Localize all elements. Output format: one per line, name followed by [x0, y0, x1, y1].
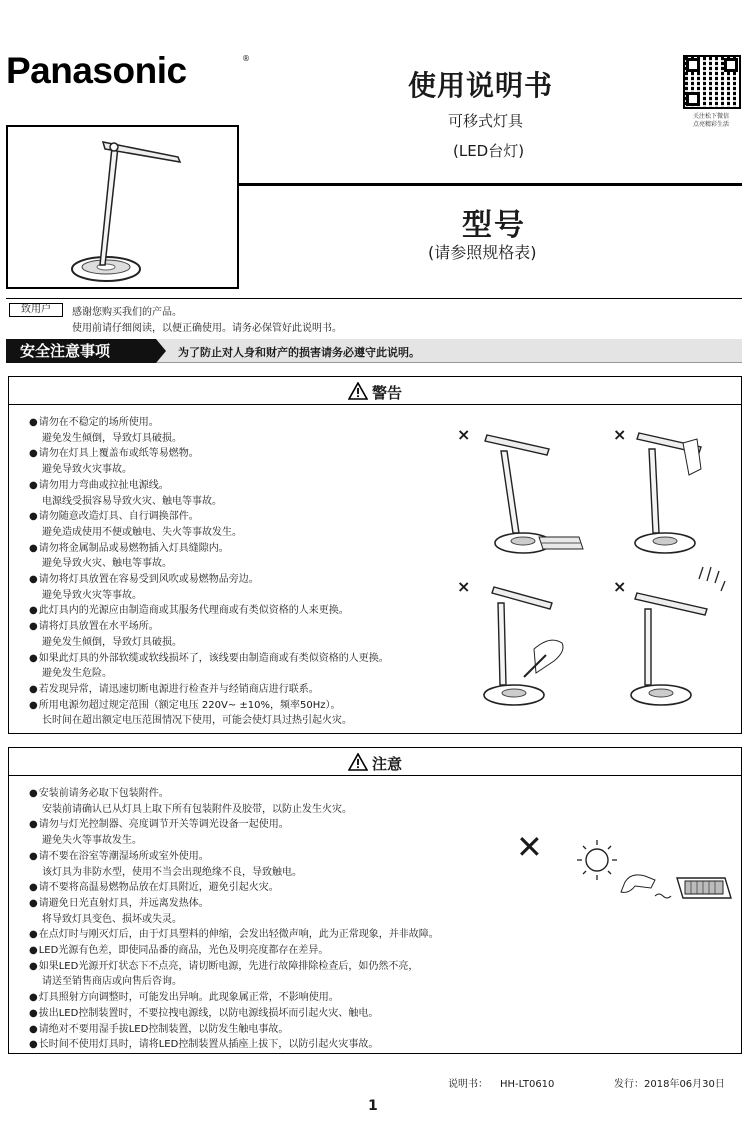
warning-item-detail: 避免发生倾倒，导致灯具破损。 [42, 636, 182, 648]
lamp-covered-icon [625, 425, 735, 560]
warning-item-detail: 避免导致火灾事故。 [42, 464, 132, 476]
warning-item: ● 若发现异常，请迅速切断电源进行检查并与经销商店进行联系。 [29, 682, 389, 698]
warning-item: ● 请将灯具放置在水平场所。 [29, 619, 389, 635]
warning-item: ● 请勿用力弯曲或拉扯电源线。 [29, 478, 389, 494]
caution-item: ● 请不要在浴室等潮湿场所或室外使用。 [29, 849, 439, 865]
caution-item: ● 如果LED光源开灯状态下不点亮，请切断电源，先进行故障排除检查后，如仍然不亮， [29, 959, 439, 975]
warning-list [29, 415, 389, 729]
warning-item: ● 此灯具内的光源应由制造商或其服务代理商或有类似资格的人来更换。 [29, 603, 389, 619]
warning-triangle-icon [348, 382, 368, 400]
warning-header [9, 377, 741, 405]
cross-icon: × [457, 425, 471, 444]
warning-item: ● 如果此灯具的外部软缆或软线损坏了，该线要由制造商或有类似资格的人更换。 [29, 651, 389, 667]
cross-icon: × [457, 577, 471, 596]
warning-item-detail: 避免发生危险。 [42, 668, 112, 680]
warning-section [8, 376, 742, 734]
intro-line: 感谢您购买我们的产品。 [72, 307, 182, 318]
caution-item: ● 灯具照射方向调整时，可能发出异响。此现象属正常，不影响使用。 [29, 990, 439, 1006]
caution-title: 注意 [371, 755, 402, 773]
brand-logo: Panasonic [6, 50, 187, 91]
warning-item: ● 请勿在灯具上覆盖布或纸等易燃物。 [29, 446, 389, 462]
caution-item: ● 请勿与灯光控制器、亮度调节开关等调光设备一起使用。 [29, 817, 439, 833]
registered-mark: ® [242, 54, 250, 63]
product-type: 可移式灯具 [448, 112, 524, 130]
cross-icon: × [613, 577, 627, 596]
warning-item-detail: 电源线受损容易导致火灾、触电等事故。 [42, 495, 222, 507]
caution-list [29, 786, 439, 1053]
caution-item-detail: 该灯具为非防水型，使用不当会出现绝缘不良，导致触电。 [42, 866, 302, 878]
page-number: 1 [368, 1098, 378, 1114]
desk-lamp-icon [8, 127, 237, 287]
warning-item: ● 请勿随意改造灯具、自行调换部件。 [29, 509, 389, 525]
issue-date: 发行：2018年06月30日 [614, 1079, 725, 1090]
caution-item-detail: 请送至销售商店或向售后咨询。 [42, 976, 182, 988]
caution-item-detail: 将导致灯具变色、损坏或失灵。 [42, 913, 182, 925]
caution-item: ● LED光源有色差，即使同品番的商品，光色及明亮度都存在差异。 [29, 943, 439, 959]
qr-code-icon[interactable] [683, 55, 741, 109]
product-subtype: (LED台灯) [453, 142, 525, 160]
warning-item: ● 请勿将金属制品或易燃物插入灯具缝隙内。 [29, 541, 389, 557]
caution-triangle-icon [348, 753, 368, 771]
caution-item: ● 请不要将高温易燃物品放在灯具附近，避免引起火灾。 [29, 880, 439, 896]
sun-and-heater-icon [565, 836, 735, 916]
caution-item: ● 请绝对不要用湿手拔LED控制装置，以防发生触电事故。 [29, 1022, 439, 1038]
cross-icon: ✕ [516, 828, 543, 866]
caution-item: ● 请避免日光直射灯具，并远离发热体。 [29, 896, 439, 912]
safety-text: 为了防止对人身和财产的损害请务必遵守此说明。 [178, 346, 420, 359]
document-code: 说明书： HH-LT0610 [448, 1079, 555, 1090]
document-title: 使用说明书 [408, 69, 554, 102]
warning-item-detail: 长时间在超出额定电压范围情况下使用，可能会使灯具过热引起火灾。 [42, 715, 352, 727]
warning-item: ● 请勿在不稳定的场所使用。 [29, 415, 389, 431]
caution-item-detail: 安装前请确认已从灯具上取下所有包装附件及胶带，以防止发生火灾。 [42, 803, 352, 815]
caution-item: ● 长时间不使用灯具时，请将LED控制装置从插座上拔下，以防引起火灾事故。 [29, 1037, 439, 1053]
caution-header [9, 748, 741, 776]
model-heading: 型号 [462, 208, 526, 243]
divider [6, 298, 742, 299]
qr-caption: 关注松下微信 点亮精彩生活 [692, 113, 729, 128]
warning-item-detail: 避免导致火灾、触电等事故。 [42, 558, 172, 570]
caution-item: ● 在点灯时与刚灭灯后，由于灯具塑料的伸缩，会发出轻微声响，此为正常现象，并非故障。 [29, 927, 439, 943]
product-image-frame [6, 125, 239, 289]
lamp-wind-icon [625, 563, 740, 713]
caution-item: ● 安装前请务必取下包装附件。 [29, 786, 439, 802]
intro-line: 使用前请仔细阅读，以便正确使用。请务必保管好此说明书。 [72, 323, 342, 334]
caution-item: ● 拔出LED控制装置时，不要拉拽电源线，以防电源线损坏而引起火灾、触电。 [29, 1006, 439, 1022]
model-note: (请参照规格表) [428, 243, 537, 262]
caution-section [8, 747, 742, 1054]
safety-label: 安全注意事项 [6, 339, 156, 363]
caution-item-detail: 避免失火等事故发生。 [42, 835, 142, 847]
warning-item-detail: 避免导致火灾等事故。 [42, 589, 142, 601]
warning-item: ● 请勿将灯具放置在容易受到风吹或易燃物品旁边。 [29, 572, 389, 588]
warning-title: 警告 [371, 384, 402, 402]
warning-item: ● 所用电源勿超过规定范围（额定电压 220V~ ±10%，频率50Hz）。 [29, 698, 389, 714]
arrow-icon [156, 339, 166, 363]
lamp-insert-object-icon [474, 577, 594, 712]
lamp-on-stack-icon [479, 425, 589, 560]
header-rule [239, 183, 742, 186]
warning-item-detail: 避免造成使用不便或触电、失火等事故发生。 [42, 526, 242, 538]
user-tag: 致用户 [9, 303, 63, 317]
warning-item-detail: 避免发生倾倒，导致灯具破损。 [42, 432, 182, 444]
cross-icon: × [613, 425, 627, 444]
